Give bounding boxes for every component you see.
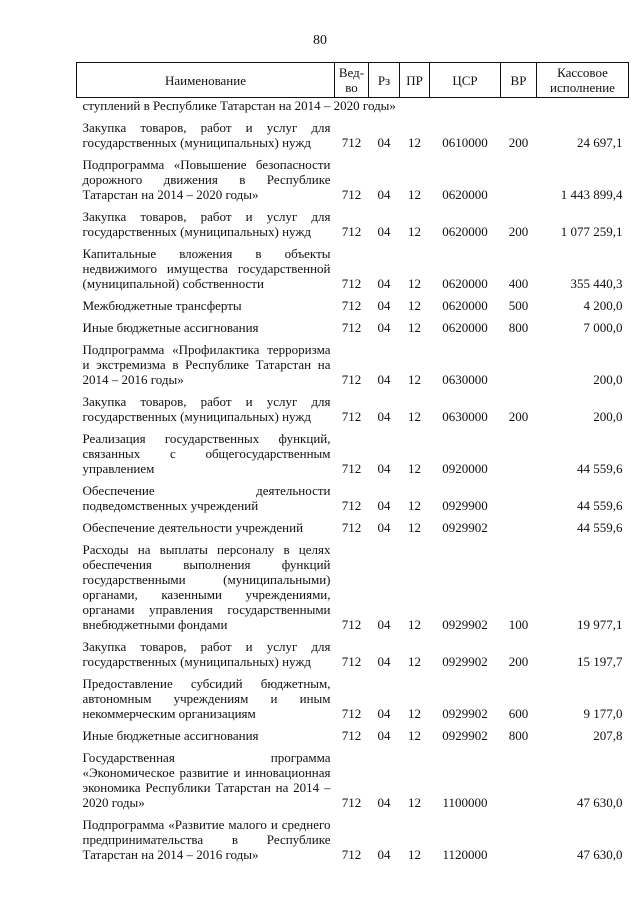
table-header [77,63,629,98]
row-amount: 207,8 [593,728,623,743]
row-csr: 0620000 [442,276,488,291]
row-name: Межбюджетные трансферты [82,298,242,313]
header-vr: ВР [501,63,537,98]
row-name: Иные бюджетные ассигнования [82,728,259,743]
row-pr: 12 [408,187,421,202]
row-csr: 0929902 [442,654,488,669]
row-amount: 19 977,1 [577,617,623,632]
row-vr: 100 [508,617,529,632]
row-name: Закупка товаров, работ и услуг для государственных (муниципальных) нужд [82,209,331,239]
row-amount: 44 559,6 [577,498,623,513]
row-rz: 04 [377,409,391,424]
row-csr: 0929900 [442,498,488,513]
row-pr: 12 [408,847,421,862]
row-pr: 12 [408,372,421,387]
row-ved: 712 [341,706,362,721]
row-csr: 0630000 [442,372,488,387]
row-amount: 200,0 [593,372,623,387]
table-row [77,150,629,202]
row-pr: 12 [408,617,421,632]
row-vr: 400 [508,276,529,291]
row-vr [501,150,537,202]
row-name: Обеспечение деятельности учреждений [82,520,304,535]
row-csr: 0929902 [442,706,488,721]
row-csr: 0620000 [442,187,488,202]
page-number: 80 [313,33,327,48]
row-rz: 04 [377,187,391,202]
table-row [77,535,629,632]
row-vr: 800 [508,320,529,335]
table-row [77,513,629,535]
table-row [77,387,629,424]
header-kassovoe: Кассовое исполнение [537,63,629,98]
row-pr: 12 [408,520,421,535]
row-name: Закупка товаров, работ и услуг для государственных (муниципальных) нужд [82,639,331,669]
row-ved: 712 [341,795,362,810]
row-amount: 47 630,0 [577,795,623,810]
row-pr: 12 [408,135,421,150]
table-row [77,202,629,239]
continuation-row [77,98,629,114]
header-pr: ПР [400,63,430,98]
row-pr: 12 [408,298,421,313]
row-csr: 0610000 [442,135,488,150]
row-amount: 9 177,0 [583,706,623,721]
row-vr: 800 [508,728,529,743]
row-vr [501,810,537,862]
row-vr: 200 [508,654,529,669]
header-csr: ЦСР [430,63,501,98]
row-ved: 712 [341,654,362,669]
row-rz: 04 [377,795,391,810]
row-name: Реализация государственных функций, связанных с общегосударственным управлением [82,431,331,476]
table-row [77,113,629,150]
row-rz: 04 [377,224,391,239]
row-vr [501,743,537,810]
header-ved: Вед- во [335,63,369,98]
row-amount: 47 630,0 [577,847,623,862]
row-name: Подпрограмма «Повышение безопасности дорожного движения в Республике Татарстан на 2014 – 2020 годы» [82,157,331,202]
row-amount: 355 440,3 [570,276,623,291]
row-ved: 712 [341,498,362,513]
row-csr: 0929902 [442,617,488,632]
row-csr: 0929902 [442,728,488,743]
table-row [77,239,629,291]
row-csr: 0620000 [442,298,488,313]
row-ved: 712 [341,372,362,387]
table-row [77,743,629,810]
row-csr: 0920000 [442,461,488,476]
table-row [77,291,629,313]
row-rz: 04 [377,706,391,721]
row-csr: 0620000 [442,224,488,239]
row-ved: 712 [341,276,362,291]
row-vr: 200 [508,409,529,424]
row-name: Закупка товаров, работ и услуг для государственных (муниципальных) нужд [82,394,331,424]
row-ved: 712 [341,135,362,150]
table-row [77,424,629,476]
row-pr: 12 [408,728,421,743]
row-ved: 712 [341,520,362,535]
row-rz: 04 [377,617,391,632]
row-name: Иные бюджетные ассигнования [82,320,259,335]
row-amount: 4 200,0 [583,298,623,313]
row-csr: 0620000 [442,320,488,335]
row-rz: 04 [377,847,391,862]
row-rz: 04 [377,654,391,669]
row-name: Закупка товаров, работ и услуг для государственных (муниципальных) нужд [82,120,331,150]
budget-table [76,62,629,862]
row-vr: 200 [508,224,529,239]
row-pr: 12 [408,224,421,239]
row-amount: 7 000,0 [583,320,623,335]
row-ved: 712 [341,224,362,239]
row-amount: 1 443 899,4 [560,187,623,202]
row-ved: 712 [341,187,362,202]
row-name: Подпрограмма «Профилактика терроризма и экстремизма в Республике Татарстан на 2014 – 2016 годы» [82,342,331,387]
row-name: Капитальные вложения в объекты недвижимого имущества государственной (муниципальной) собственности [82,246,331,291]
row-amount: 15 197,7 [577,654,623,669]
row-ved: 712 [341,728,362,743]
table-body [77,98,629,863]
table-row [77,721,629,743]
row-pr: 12 [408,795,421,810]
row-rz: 04 [377,520,391,535]
row-name: Обеспечение деятельности подведомственных учреждений [82,483,331,513]
row-name: Подпрограмма «Развитие малого и среднего предпринимательства в Республике Татарстан на 2014 – 2016 годы» [82,817,331,862]
row-rz: 04 [377,372,391,387]
row-pr: 12 [408,706,421,721]
row-rz: 04 [377,728,391,743]
row-pr: 12 [408,409,421,424]
row-rz: 04 [377,320,391,335]
row-vr: 500 [508,298,529,313]
row-vr: 200 [508,135,529,150]
row-vr [501,513,537,535]
row-name: Государственная программа «Экономическое развитие и инновационная экономика Республики Татарстан на 2014 – 2020 годы» [82,750,331,810]
row-amount: 24 697,1 [577,135,623,150]
row-amount: 1 077 259,1 [560,224,623,239]
row-rz: 04 [377,135,391,150]
row-pr: 12 [408,654,421,669]
row-ved: 712 [341,617,362,632]
row-amount: 44 559,6 [577,461,623,476]
table-row [77,632,629,669]
row-name: Расходы на выплаты персоналу в целях обеспечения выполнения функций государственными (муниципальными) органами, казенными учреждениями, органами управления государственными внебюджетными фондами [82,542,331,632]
continuation-text: ступлений в Республике Татарстан на 2014 – 2020 годы» [82,98,396,113]
row-pr: 12 [408,498,421,513]
table-row [77,476,629,513]
row-csr: 1120000 [442,847,488,862]
row-ved: 712 [341,461,362,476]
row-name: Предоставление субсидий бюджетным, автономным учреждениям и иным некоммерческим организациям [82,676,331,721]
table-row [77,810,629,862]
row-vr: 600 [508,706,529,721]
row-rz: 04 [377,461,391,476]
row-ved: 712 [341,298,362,313]
row-amount: 44 559,6 [577,520,623,535]
row-amount: 200,0 [593,409,623,424]
row-pr: 12 [408,276,421,291]
row-csr: 0929902 [442,520,488,535]
table-row [77,335,629,387]
table-row [77,313,629,335]
row-pr: 12 [408,320,421,335]
row-csr: 0630000 [442,409,488,424]
table-row [77,669,629,721]
row-pr: 12 [408,461,421,476]
row-csr: 1100000 [442,795,488,810]
header-rz: Рз [369,63,400,98]
header-name: Наименование [77,63,335,98]
row-ved: 712 [341,409,362,424]
row-vr [501,424,537,476]
row-rz: 04 [377,298,391,313]
row-rz: 04 [377,276,391,291]
row-vr [501,476,537,513]
row-ved: 712 [341,320,362,335]
row-ved: 712 [341,847,362,862]
row-rz: 04 [377,498,391,513]
row-vr [501,335,537,387]
